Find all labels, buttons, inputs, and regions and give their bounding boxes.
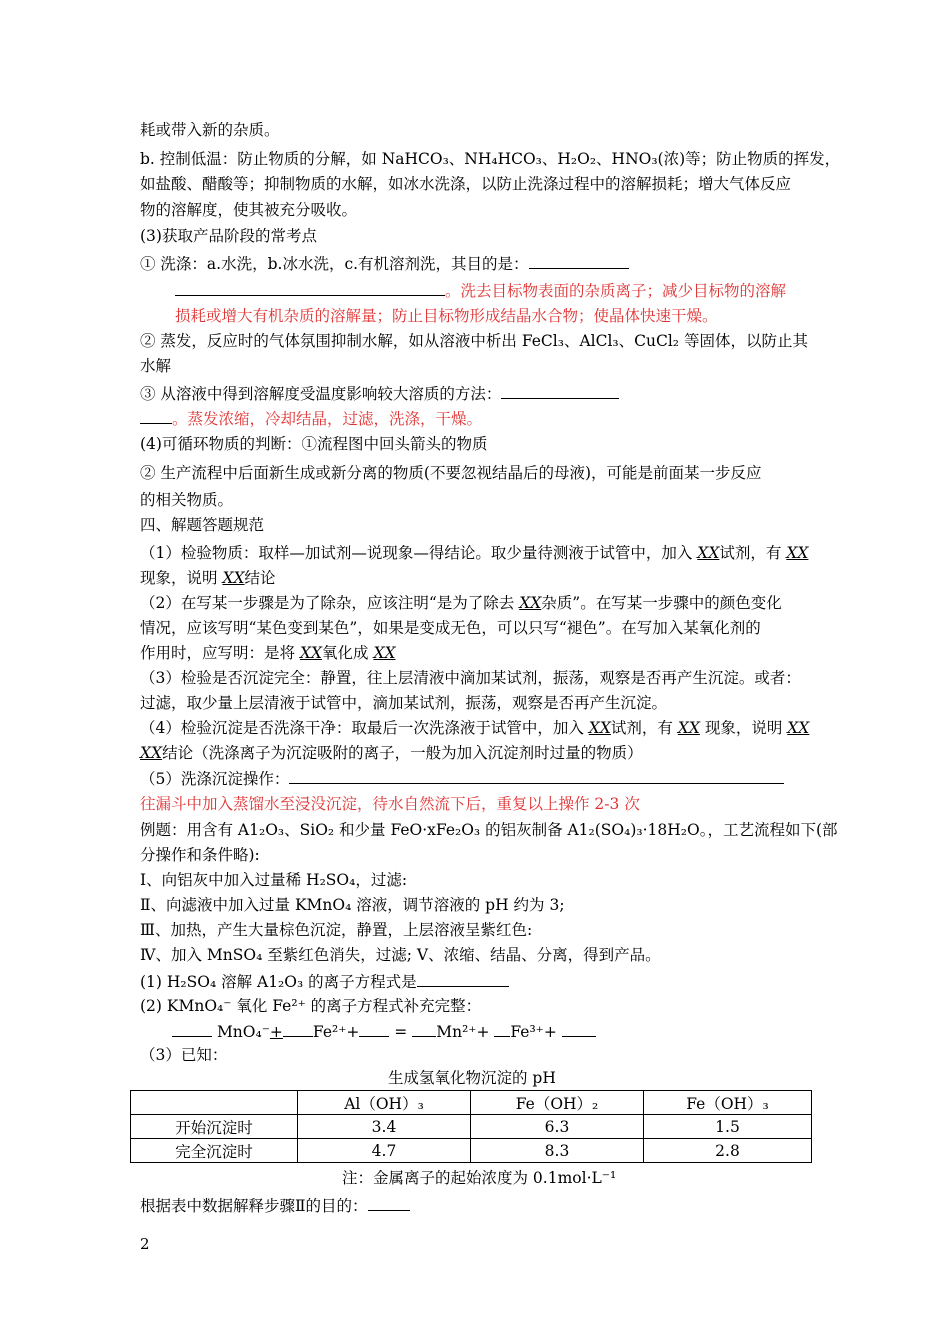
placeholder-xx: XX	[786, 544, 809, 562]
answer-blank	[283, 1021, 313, 1037]
text-fragment: (1) H₂SO₄ 溶解 A1₂O₃ 的离子方程式是	[140, 973, 417, 991]
text-fragment: 作用时，应写明：是将	[140, 644, 300, 662]
step-3: Ⅲ、加热，产生大量棕色沉淀，静置，上层溶液呈紫红色:	[140, 921, 533, 939]
table-cell: 2.8	[644, 1139, 812, 1163]
table-cell: 6.3	[471, 1115, 644, 1139]
answer-blank	[140, 408, 172, 424]
answer-blank	[175, 280, 445, 296]
text-fragment: 结论	[244, 569, 276, 587]
text-line	[140, 718, 809, 738]
placeholder-xx: XX	[787, 719, 810, 737]
answer-blank	[529, 253, 629, 269]
answer-blank	[501, 383, 619, 399]
placeholder-xx: XX	[519, 594, 542, 612]
table-cell: 4.7	[298, 1139, 471, 1163]
text-line	[140, 568, 276, 588]
text-line: 耗或带入新的杂质。	[140, 121, 280, 139]
text-fragment: 杂质”。在写某一步骤中的颜色变化	[541, 594, 782, 612]
text-fragment: （2）在写某一步骤是为了除杂，应该注明“是为了除去	[140, 594, 520, 612]
text-line: 水解	[140, 357, 172, 375]
text-line	[140, 543, 808, 563]
text-line: ② 蒸发，反应时的气体氛围抑制水解，如从溶液中析出 FeCl₃、AlCl₃、CuCl₂ 等固体，以防止其	[140, 332, 808, 350]
answer-blank	[368, 1195, 410, 1211]
text-line	[140, 253, 629, 274]
placeholder-xx: XX	[373, 644, 396, 662]
ph-table	[130, 1090, 812, 1163]
text-line: 例题：用含有 A1₂O₃、SiO₂ 和少量 FeO·xFe₂O₃ 的铝灰制备 A1₂(SO₄)₃·18H₂O。，工艺流程如下(部	[140, 821, 838, 839]
table-row	[131, 1115, 812, 1139]
placeholder-xx: XX	[697, 544, 720, 562]
text-fragment: （4）检验沉淀是否洗涤干净：取最后一次洗涤液于试管中，加入	[140, 719, 589, 737]
table-header-cell	[131, 1091, 298, 1115]
answer-blank	[562, 1021, 596, 1037]
table-header-row	[131, 1091, 812, 1115]
table-header-cell: Fe（OH）₃	[644, 1091, 812, 1115]
answer-line	[175, 280, 786, 301]
table-row	[131, 1139, 812, 1163]
text-fragment: 结论（洗涤离子为沉淀吸附的离子，一般为加入沉淀剂时过量的物质）	[162, 744, 643, 762]
text-fragment: 现象，说明	[140, 569, 223, 587]
question-3: （3）已知：	[140, 1046, 228, 1064]
step-2: Ⅱ、向滤液中加入过量 KMnO₄ 溶液，调节溶液的 pH 约为 3;	[140, 896, 565, 914]
table-note: 注：金属离子的起始浓度为 0.1mol·L⁻¹	[342, 1169, 617, 1187]
text-line	[140, 643, 396, 663]
table-cell: 3.4	[298, 1115, 471, 1139]
text-line: （3）检验是否沉淀完全：静置，往上层清液中滴加某试剂，振荡，观察是否再产生沉淀。或者：	[140, 669, 801, 687]
text-fragment: （1）检验物质：取样—加试剂—说现象—得结论。取少量待测液于试管中，加入	[140, 544, 698, 562]
equation-term: +	[269, 1023, 283, 1041]
answer-blank	[417, 971, 509, 987]
text-fragment: 试剂，有	[719, 544, 787, 562]
text-fragment: 根据表中数据解释步骤Ⅱ的目的：	[140, 1197, 368, 1215]
answer-text: 损耗或增大有机杂质的溶解量；防止目标物形成结晶水合物；使晶体快速干燥。	[175, 307, 718, 325]
text-line: 情况，应该写明“某色变到某色”，如果是变成无色，可以只写“褪色”。在写加入某氧化剂的	[140, 619, 761, 637]
text-line: 物的溶解度，使其被充分吸收。	[140, 201, 358, 219]
equation-term: Mn²⁺+	[436, 1023, 495, 1041]
page-number: 2	[140, 1235, 150, 1253]
answer-text: 。蒸发浓缩，冷却结晶，过滤，洗涤，干燥。	[172, 410, 483, 428]
text-line	[140, 743, 643, 763]
text-line: 如盐酸、醋酸等；抑制物质的水解，如冰水洗涤，以防止洗涤过程中的溶解损耗；增大气体反应	[140, 175, 792, 193]
equation-term: =	[389, 1023, 413, 1041]
step-1: Ⅰ、向铝灰中加入过量稀 H₂SO₄，过滤:	[140, 871, 408, 889]
text-fragment: 试剂，有	[610, 719, 678, 737]
step-4-5: Ⅳ、加入 MnSO₄ 至紫红色消失，过滤; Ⅴ、浓缩、结晶、分离，得到产品。	[140, 946, 661, 964]
text-fragment: 氧化成	[322, 644, 374, 662]
table-cell: 开始沉淀时	[131, 1115, 298, 1139]
question-3-prompt	[140, 1195, 410, 1216]
answer-blank	[412, 1021, 436, 1037]
placeholder-xx: XX	[299, 644, 323, 662]
wash-operation-question: （5）洗涤沉淀操作：	[140, 770, 290, 788]
equation-term: Fe³⁺+	[510, 1023, 562, 1041]
text-line: (4)可循环物质的判断：①流程图中回头箭头的物质	[140, 435, 488, 453]
text-line: 分操作和条件略):	[140, 846, 260, 864]
placeholder-xx: XX	[588, 719, 611, 737]
text-line: 的相关物质。	[140, 491, 234, 509]
answer-text: 。洗去目标物表面的杂质离子；减少目标物的溶解	[445, 282, 787, 300]
table-cell: 完全沉淀时	[131, 1139, 298, 1163]
answer-blank	[289, 768, 784, 784]
placeholder-xx: XX	[140, 744, 163, 762]
table-caption: 生成氢氧化物沉淀的 pH	[388, 1069, 556, 1087]
table-cell: 1.5	[644, 1115, 812, 1139]
section-heading: (3)获取产品阶段的常考点	[140, 227, 317, 245]
text-line: b. 控制低温：防止物质的分解，如 NaHCO₃、NH₄HCO₃、H₂O₂、HNO₃(浓)等；防止物质的挥发，	[140, 150, 841, 168]
text-line: 过滤，取少量上层清液于试管中，滴加某试剂，振荡，观察是否再产生沉淀。	[140, 694, 668, 712]
placeholder-xx: XX	[677, 719, 700, 737]
table-header-cell: Fe（OH）₂	[471, 1091, 644, 1115]
equation-line	[172, 1021, 596, 1042]
evaporation-question: ③ 从溶液中得到溶解度受温度影响较大溶质的方法：	[140, 385, 502, 403]
equation-term: MnO₄⁻	[216, 1023, 270, 1041]
question-2: (2) KMnO₄⁻ 氧化 Fe²⁺ 的离子方程式补充完整：	[140, 997, 482, 1015]
question-1	[140, 971, 509, 992]
text-line	[140, 383, 619, 404]
table-header-cell: Al（OH）₃	[298, 1091, 471, 1115]
text-line	[140, 593, 782, 613]
answer-line	[140, 408, 482, 429]
table-cell: 8.3	[471, 1139, 644, 1163]
equation-term: Fe²⁺+	[312, 1023, 360, 1041]
answer-blank	[359, 1021, 389, 1037]
section-heading: 四、解题答题规范	[140, 516, 265, 534]
placeholder-xx: XX	[222, 569, 245, 587]
answer-blank	[494, 1021, 510, 1037]
answer-text: 往漏斗中加入蒸馏水至浸没沉淀，待水自然流下后，重复以上操作 2-3 次	[140, 795, 640, 813]
text-line	[140, 768, 784, 789]
text-fragment: 现象，说明	[699, 719, 788, 737]
washing-question: ① 洗涤：a.水洗，b.冰水洗，c.有机溶剂洗，其目的是：	[140, 255, 529, 273]
answer-blank	[172, 1021, 212, 1037]
text-line: ② 生产流程中后面新生成或新分离的物质(不要忽视结晶后的母液)，可能是前面某一步反应	[140, 464, 762, 482]
